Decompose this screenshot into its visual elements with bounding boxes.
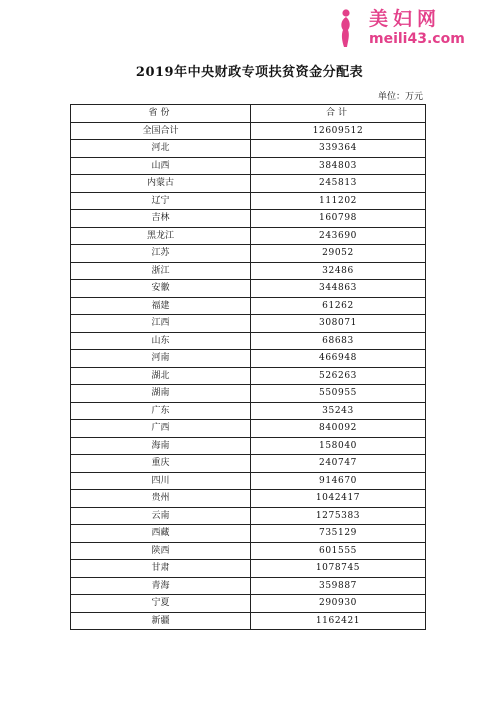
- table-row: [71, 140, 426, 158]
- woman-silhouette-icon: [337, 8, 355, 48]
- table-row: [71, 437, 426, 455]
- cell-total: 735129: [251, 525, 426, 543]
- document-title: 2019年中央财政专项扶贫资金分配表: [135, 65, 364, 80]
- table-row: [71, 577, 426, 595]
- cell-province: 四川: [71, 472, 251, 490]
- cell-total: 32486: [251, 262, 426, 280]
- cell-total: 550955: [251, 385, 426, 403]
- table-row: [71, 455, 426, 473]
- cell-total: 35243: [251, 402, 426, 420]
- cell-province: 湖北: [71, 367, 251, 385]
- cell-total: 339364: [251, 140, 426, 158]
- table-row: [71, 490, 426, 508]
- cell-total: 840092: [251, 420, 426, 438]
- cell-province: 江西: [71, 315, 251, 333]
- table-row: [71, 315, 426, 333]
- cell-total: 68683: [251, 332, 426, 350]
- table-row: [71, 157, 426, 175]
- cell-province: 青海: [71, 577, 251, 595]
- cell-total: 466948: [251, 350, 426, 368]
- table-row: [71, 595, 426, 613]
- watermark-site-name: 美妇网: [369, 8, 442, 30]
- cell-total: 111202: [251, 192, 426, 210]
- table-row: [71, 280, 426, 298]
- cell-province: 贵州: [71, 490, 251, 508]
- cell-total: 29052: [251, 245, 426, 263]
- cell-province: 陕西: [71, 542, 251, 560]
- cell-province: 浙江: [71, 262, 251, 280]
- table-row: [71, 560, 426, 578]
- cell-province: 全国合计: [71, 122, 251, 140]
- site-watermark: [335, 6, 485, 50]
- cell-province: 江苏: [71, 245, 251, 263]
- table-row: [71, 525, 426, 543]
- cell-total: 290930: [251, 595, 426, 613]
- table-row: [71, 227, 426, 245]
- cell-province: 甘肃: [71, 560, 251, 578]
- cell-province: 云南: [71, 507, 251, 525]
- cell-total: 914670: [251, 472, 426, 490]
- table-row: [71, 245, 426, 263]
- cell-province: 安徽: [71, 280, 251, 298]
- cell-province: 福建: [71, 297, 251, 315]
- table-row: [71, 350, 426, 368]
- cell-total: 359887: [251, 577, 426, 595]
- unit-note: 单位：万元: [377, 92, 423, 102]
- header-province: 省份: [71, 105, 251, 123]
- cell-province: 重庆: [71, 455, 251, 473]
- cell-province: 广西: [71, 420, 251, 438]
- cell-province: 山西: [71, 157, 251, 175]
- cell-total: 243690: [251, 227, 426, 245]
- cell-province: 河北: [71, 140, 251, 158]
- table-row: [71, 472, 426, 490]
- cell-total: 1042417: [251, 490, 426, 508]
- cell-total: 245813: [251, 175, 426, 193]
- cell-total: 1078745: [251, 560, 426, 578]
- cell-total: 344863: [251, 280, 426, 298]
- cell-total: 384803: [251, 157, 426, 175]
- table-row: [71, 122, 426, 140]
- table-row: [71, 210, 426, 228]
- watermark-url: meili43.com: [369, 31, 465, 47]
- table-row: [71, 262, 426, 280]
- cell-total: 601555: [251, 542, 426, 560]
- cell-total: 1275383: [251, 507, 426, 525]
- cell-province: 海南: [71, 437, 251, 455]
- header-total: 合计: [251, 105, 426, 123]
- cell-province: 辽宁: [71, 192, 251, 210]
- cell-province: 西藏: [71, 525, 251, 543]
- cell-province: 山东: [71, 332, 251, 350]
- cell-total: 1162421: [251, 612, 426, 630]
- cell-province: 内蒙古: [71, 175, 251, 193]
- cell-total: 308071: [251, 315, 426, 333]
- cell-province: 河南: [71, 350, 251, 368]
- table-row: [71, 420, 426, 438]
- cell-province: 湖南: [71, 385, 251, 403]
- table-body: [71, 122, 426, 630]
- table-row: [71, 297, 426, 315]
- cell-total: 12609512: [251, 122, 426, 140]
- table-row: [71, 332, 426, 350]
- cell-total: 160798: [251, 210, 426, 228]
- cell-total: 61262: [251, 297, 426, 315]
- table-row: [71, 402, 426, 420]
- table-row: [71, 507, 426, 525]
- allocation-table: [70, 104, 426, 630]
- table-row: [71, 367, 426, 385]
- cell-province: 吉林: [71, 210, 251, 228]
- table-row: [71, 612, 426, 630]
- table-row: [71, 385, 426, 403]
- table-row: [71, 192, 426, 210]
- table-header-row: [71, 105, 426, 123]
- cell-total: 240747: [251, 455, 426, 473]
- cell-province: 新疆: [71, 612, 251, 630]
- table-row: [71, 175, 426, 193]
- cell-total: 526263: [251, 367, 426, 385]
- cell-province: 广东: [71, 402, 251, 420]
- table-row: [71, 542, 426, 560]
- cell-province: 宁夏: [71, 595, 251, 613]
- cell-total: 158040: [251, 437, 426, 455]
- cell-province: 黑龙江: [71, 227, 251, 245]
